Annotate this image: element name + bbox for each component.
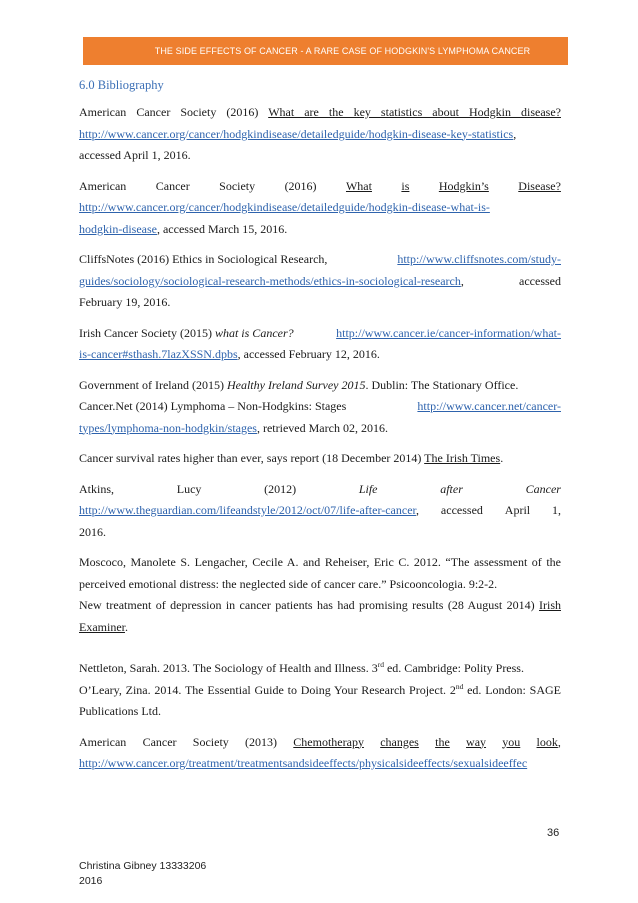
reference-link[interactable]: http://www.cancer.net/cancer- [417,399,561,413]
reference-entry: Irish Cancer Society (2015) what is Cancer? http://www.cancer.ie/cancer-information/what- is-cancer#sthash.7lazXSSN.dpbs, accessed February 12, 2016. [79,323,561,366]
section-heading: 6.0 Bibliography [79,78,164,92]
reference-title: what is Cancer? [214,325,294,340]
reference-entry: Cancer survival rates higher than ever, says report (18 December 2014) The Irish Times. [79,451,504,465]
reference-link[interactable]: http://www.cancer.org/cancer/hodgkindisease/detailedguide/hodgkin-disease-what-is- [79,200,490,214]
reference-entry: American Cancer Society (2016) What is Hodgkin’s Disease? http://www.cancer.org/cancer/hodgkindisease/detailedguide/hodgkin-disease-what-is- hodgkin-disease, accessed March 15, 2016. [79,178,561,236]
reference-entry: O’Leary, Zina. 2014. The Essential Guide to Doing Your Research Project. 2nd ed. London: SAGE Publications Ltd. [79,681,561,718]
running-header [83,37,568,65]
reference-title: The Irish Times [424,451,501,465]
reference-entry: American Cancer Society (2013) Chemotherapy changes the way you look, http://www.cancer.org/treatment/treatmentsandsideeffects/physicalsideeffects/sexualsideeffec [79,734,561,770]
reference-link[interactable]: guides/sociology/sociological-research-methods/ethics-in-sociological-research [79,273,461,288]
reference-link[interactable]: http://www.cliffsnotes.com/study- [397,252,561,266]
reference-title: Irish Examiner [79,598,561,634]
bibliography-list [79,102,561,775]
reference-entry: CliffsNotes (2016) Ethics in Sociological Research, http://www.cliffsnotes.com/study- guides/sociology/sociological-research-methods/ethics-in-sociological-research, accessed February 19, 2016. [79,249,561,314]
reference-link[interactable]: http://www.cancer.org/cancer/hodgkindisease/detailedguide/hodgkin-disease-key-statistics [79,126,514,141]
footer-author: Christina Gibney 13333206 [79,860,207,872]
reference-link[interactable]: http://www.theguardian.com/lifeandstyle/2012/oct/07/life-after-cancer [79,503,417,517]
reference-entry: Moscoco, Manolete S. Lengacher, Cecile A. and Reheiser, Eric C. 2012. “The assessment of the perceived emotional distress: the neglected side of cancer care.” Psicooncologia. 9:2-2. [79,555,561,591]
running-header-title: THE SIDE EFFECTS OF CANCER - A RARE CASE OF HODGKIN'S LYMPHOMA CANCER [154,46,531,56]
page-number: 36 [547,827,560,839]
reference-title: What are the key statistics about Hodgkin disease? [268,105,561,119]
reference-link[interactable]: is-cancer#sthash.7lazXSSN.dpbs [79,347,238,361]
reference-link[interactable]: http://www.cancer.org/treatment/treatmentsandsideeffects/physicalsideeffects/sexualsideeffec [79,756,528,770]
reference-entry: Nettleton, Sarah. 2013. The Sociology of Health and Illness. 3rd ed. Cambridge: Polity Press. [79,660,524,675]
reference-entry: Cancer.Net (2014) Lymphoma – Non-Hodgkins: Stages http://www.cancer.net/cancer- types/lymphoma-non-hodgkin/stages, retrieved March 02, 2016. [79,396,561,439]
reference-entry: Atkins, Lucy (2012) Life after Cancer http://www.theguardian.com/lifeandstyle/2012/oct/07/life-after-cancer, accessed April 1, 2016. [79,481,561,539]
reference-title: Healthy Ireland Survey 2015 [226,377,366,392]
reference-entry: Government of Ireland (2015) Healthy Ireland Survey 2015. Dublin: The Stationary Office. [79,377,519,392]
reference-link[interactable]: types/lymphoma-non-hodgkin/stages [79,420,257,435]
footer-year: 2016 [79,875,103,887]
reference-entry: New treatment of depression in cancer patients has had promising results (28 August 2014) Irish Examiner. [79,598,561,634]
reference-link[interactable]: hodgkin-disease [79,221,157,236]
page-footer [79,859,206,889]
reference-link[interactable]: http://www.cancer.ie/cancer-information/what- [336,325,561,340]
reference-entry: American Cancer Society (2016) What are the key statistics about Hodgkin disease? http://www.cancer.org/cancer/hodgkindisease/detailedguide/hodgkin-disease-key-statistics, accessed April 1, 2016. [79,105,561,162]
